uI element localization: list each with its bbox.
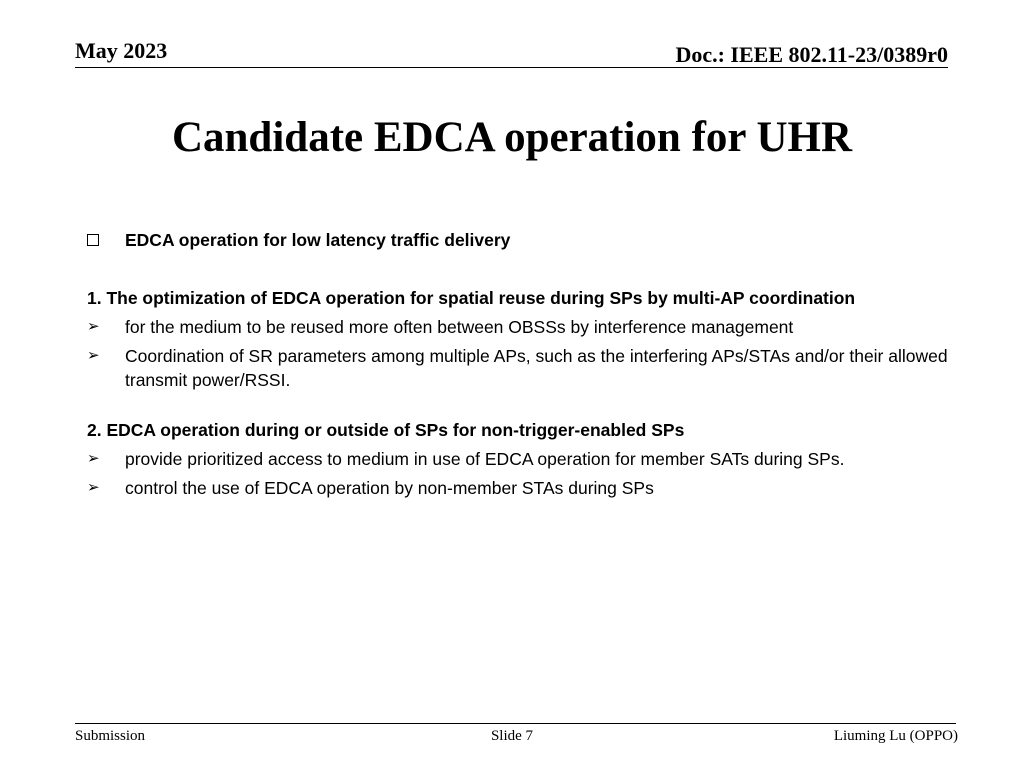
list-item	[87, 315, 967, 339]
square-bullet-icon	[87, 228, 117, 252]
list-item-text: control the use of EDCA operation by non-member STAs during SPs	[125, 478, 654, 498]
list-item	[87, 476, 967, 500]
section-heading: 2. EDCA operation during or outside of SPs for non-trigger-enabled SPs	[87, 420, 685, 440]
section-heading: 1. The optimization of EDCA operation for spatial reuse during SPs by multi-AP coordination	[87, 288, 856, 308]
list-item-text: Coordination of SR parameters among multiple APs, such as the interfering APs/STAs and/or their allowed transmit power/RSSI.	[125, 346, 948, 390]
footer-slide-number: Slide 7	[490, 728, 534, 744]
list-item	[87, 447, 967, 471]
top-bullet-text: EDCA operation for low latency traffic delivery	[125, 230, 511, 250]
arrow-bullet-icon: ➢	[87, 318, 100, 335]
footer-author: Liuming Lu (OPPO)	[833, 728, 958, 744]
header-doc-id: Doc.: IEEE 802.11-23/0389r0	[675, 42, 948, 67]
header-divider	[75, 67, 948, 68]
slide-title: Candidate EDCA operation for UHR	[171, 114, 853, 161]
list-item-text: for the medium to be reused more often between OBSSs by interference management	[125, 317, 794, 337]
list-item-text: provide prioritized access to medium in use of EDCA operation for member SATs during SPs.	[125, 449, 845, 469]
list-item	[87, 344, 967, 392]
arrow-bullet-icon: ➢	[87, 347, 100, 364]
arrow-bullet-icon: ➢	[87, 450, 100, 467]
footer-divider	[75, 723, 956, 724]
slide-body	[87, 228, 967, 500]
top-bullet-item	[87, 228, 967, 252]
arrow-bullet-icon: ➢	[87, 479, 100, 496]
header-date: May 2023	[75, 38, 168, 63]
footer-submission: Submission	[75, 728, 146, 744]
